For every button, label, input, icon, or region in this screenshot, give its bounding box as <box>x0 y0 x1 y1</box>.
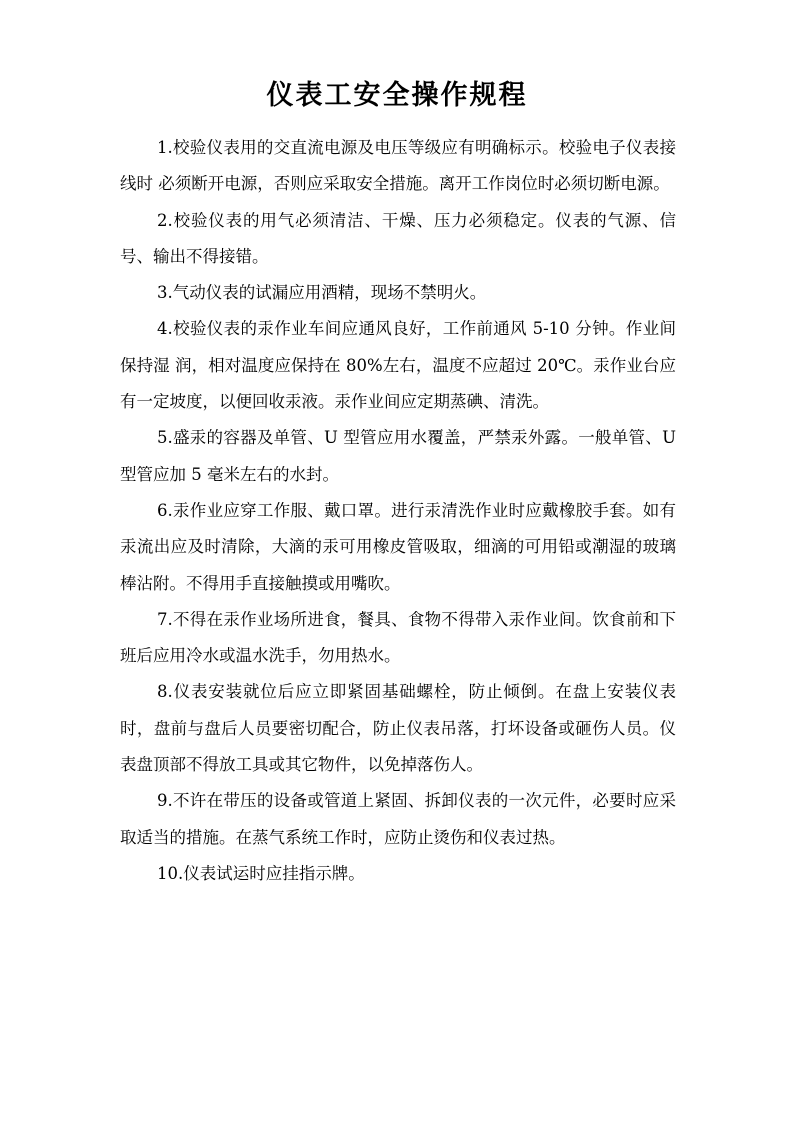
rule-paragraph-4: 4.校验仪表的汞作业车间应通风良好，工作前通风 5-10 分钟。作业间保持湿 润，相对温度应保持在 80%左右，温度不应超过 20℃。汞作业台应有一定坡度，以便回收汞液。汞作业间应定期蒸碘、清洗。 <box>120 319 676 412</box>
rule-paragraph-8: 8.仪表安装就位后应立即紧固基础螺栓，防止倾倒。在盘上安装仪表时，盘前与盘后人员要密切配合，防止仪表吊落，打坏设备或砸伤人员。仪表盘顶部不得放工具或其它物件，以免掉落伤人。 <box>120 682 676 775</box>
document-body <box>120 130 676 892</box>
rule-paragraph-3: 3.气动仪表的试漏应用酒精，现场不禁明火。 <box>157 283 487 303</box>
rule-paragraph-2: 2.校验仪表的用气必须清洁、干燥、压力必须稳定。仪表的气源、信号、输出不得接错。 <box>120 210 676 266</box>
rule-paragraph-5: 5.盛汞的容器及单管、U 型管应用水覆盖，严禁汞外露。一般单管、U 型管应加 5 毫米左右的水封。 <box>120 428 676 484</box>
document-title: 仪表工安全操作规程 <box>266 80 528 111</box>
rule-paragraph-6: 6.汞作业应穿工作服、戴口罩。进行汞清洗作业时应戴橡胶手套。如有汞流出应及时清除，大滴的汞可用橡皮管吸取，细滴的可用铅或潮湿的玻璃棒沾附。不得用手直接触摸或用嘴吹。 <box>120 500 676 593</box>
rule-paragraph-1: 1.校验仪表用的交直流电源及电压等级应有明确标示。校验电子仪表接线时 必须断开电源，否则应采取安全措施。离开工作岗位时必须切断电源。 <box>120 138 676 194</box>
rule-paragraph-10: 10.仪表试运时应挂指示牌。 <box>157 863 365 883</box>
rule-paragraph-7: 7.不得在汞作业场所进食，餐具、食物不得带入汞作业间。饮食前和下班后应用冷水或温水洗手，勿用热水。 <box>120 609 676 666</box>
rule-paragraph-9: 9.不许在带压的设备或管道上紧固、拆卸仪表的一次元件，必要时应采取适当的措施。在蒸气系统工作时，应防止烫伤和仪表过热。 <box>120 791 676 847</box>
